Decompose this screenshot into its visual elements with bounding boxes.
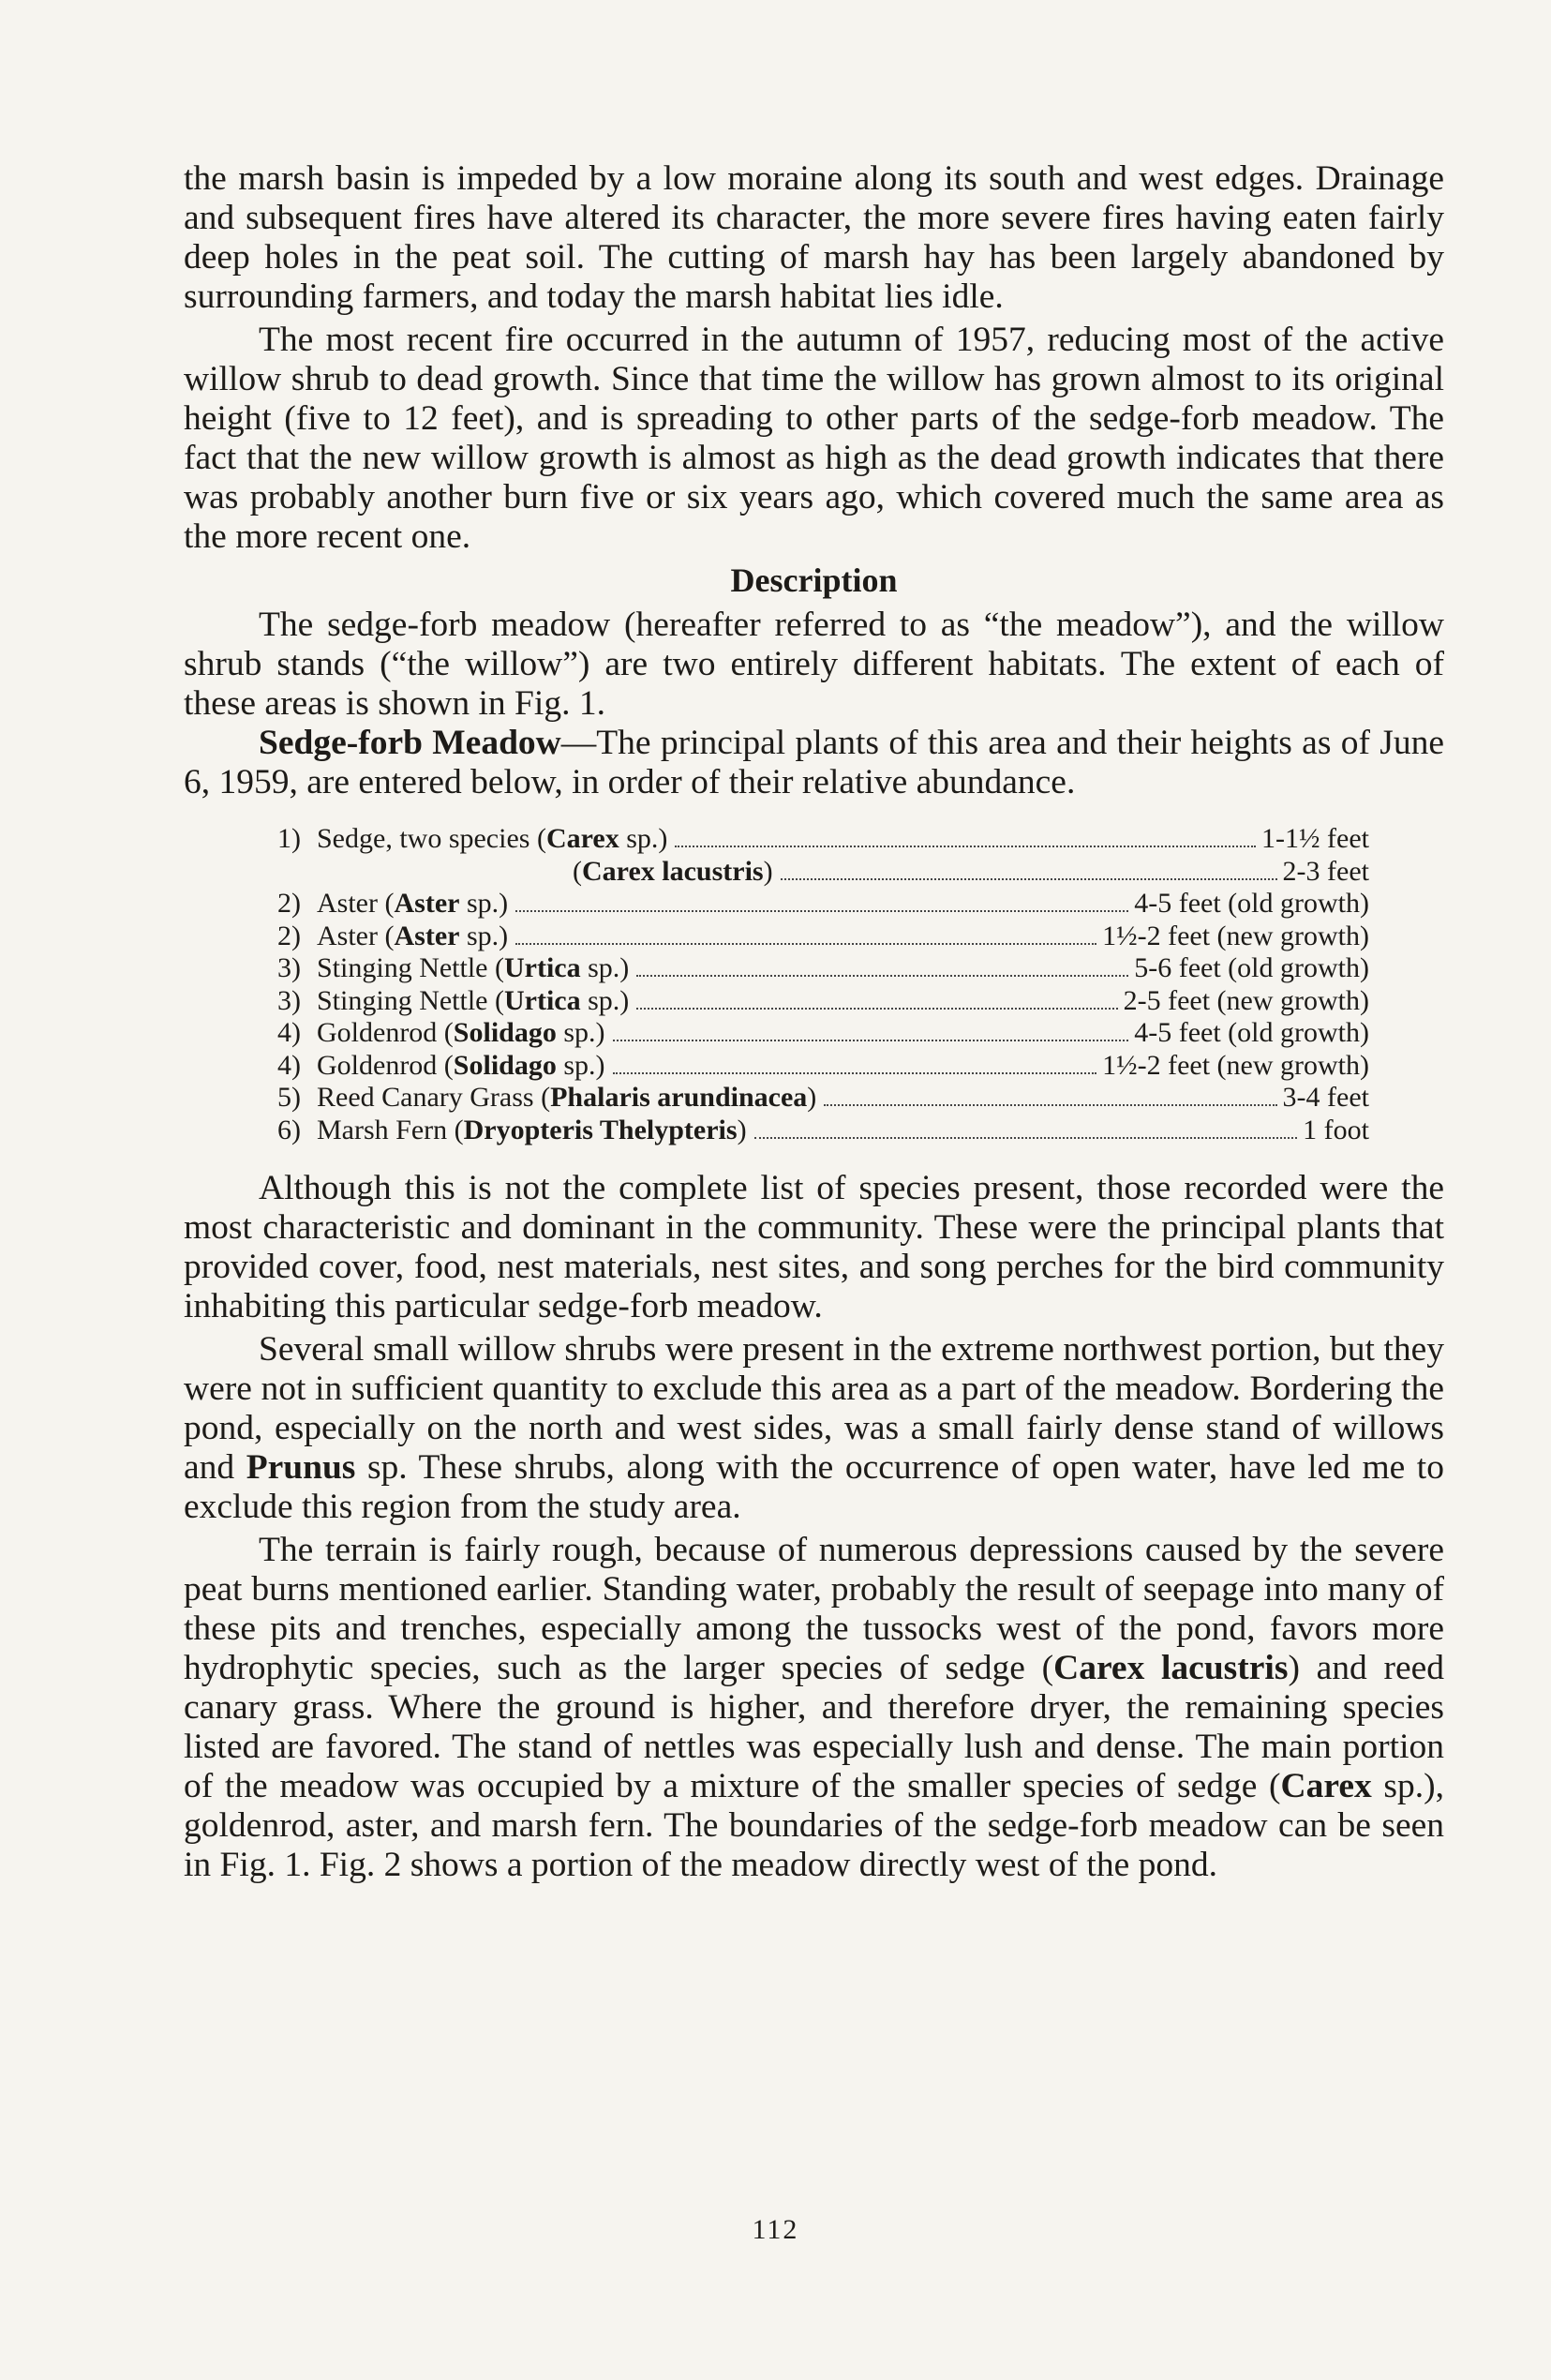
species-height: 1 foot [1303, 1114, 1369, 1145]
paragraph-description: The sedge-forb meadow (hereafter referred to as “the meadow”), and the willow shrub stands (“the willow”) are two entirely different habitats. The extent of each of these areas is shown in Fig. 1. [184, 606, 1444, 723]
section-heading: Description [730, 561, 898, 599]
species-name: Reed Canary Grass (Phalaris arundinacea) [317, 1082, 817, 1113]
paragraph-marsh-basin: the marsh basin is impeded by a low moraine along its south and west edges. Drainage and subsequent fires have altered its character, the more severe fires having eaten fairly deep holes in the peat soil. The cutting of marsh hay has been largely abandoned by surrounding farmers, and today the marsh habitat lies idle. [184, 159, 1444, 316]
species-name: (Carex lacustris) [573, 855, 773, 887]
dot-leader [675, 846, 1256, 847]
item-number: 5) [277, 1082, 301, 1113]
species-height: 4-5 feet (old growth) [1134, 1017, 1369, 1048]
page-number: 112 [752, 2214, 799, 2245]
list-item [277, 888, 1369, 921]
paragraph-although: Although this is not the complete list of species present, those recorded were the most characteristic and dominant in the community. These were the principal plants that provided cover, food, nest materials, nest sites, and song perches for the bird community inhabiting this particular sedge-forb meadow. [184, 1169, 1444, 1325]
list-item [277, 921, 1369, 953]
list-item [277, 1115, 1369, 1147]
species-height: 1½-2 feet (new growth) [1102, 1049, 1369, 1081]
list-item [277, 1050, 1369, 1083]
species-name: Aster (Aster sp.) [317, 888, 509, 919]
species-name: Marsh Fern (Dryopteris Thelypteris) [317, 1114, 747, 1145]
species-height: 2-5 feet (new growth) [1123, 984, 1369, 1016]
species-height: 1½-2 feet (new growth) [1102, 920, 1369, 951]
item-number: 6) [277, 1114, 301, 1145]
dot-leader [636, 1008, 1117, 1010]
species-height: 5-6 feet (old growth) [1134, 952, 1369, 983]
dot-leader [754, 1137, 1298, 1139]
item-number: 2) [277, 888, 301, 919]
dot-leader [824, 1104, 1276, 1106]
dot-leader [781, 878, 1277, 880]
dot-leader [515, 943, 1096, 945]
paragraph-recent-fire: The most recent fire occurred in the autumn of 1957, reducing most of the active willow shrub to dead growth. Since that time the willow has grown almost to its original height (five to 12 feet), and is spreading to other parts of the sedge-forb meadow. The fact that the new willow growth is almost as high as the dead growth indicates that there was probably another burn five or six years ago, which covered much the same area as the more recent one. [184, 321, 1444, 556]
sedge-forb-text: —The principal plants of this area and their heights as of June 6, 1959, are entered below, in order of their relative abundance. [184, 724, 1445, 801]
dot-leader [613, 1040, 1129, 1041]
paragraph-terrain: The terrain is fairly rough, because of numerous depressions caused by the severe peat burns mentioned earlier. Standing water, probably the result of seepage into many of these pits and trenches, especially among the tussocks west of the pond, favors more hydrophytic species, such as the larger species of sedge (Carex lacustris) and reed canary grass. Where the ground is higher, and therefore dryer, the remaining species listed are favored. The stand of nettles was especially lush and dense. The main portion of the meadow was occupied by a mixture of the smaller species of sedge (Carex sp.), goldenrod, aster, and marsh fern. The boundaries of the sedge-forb meadow can be seen in Fig. 1. Fig. 2 shows a portion of the meadow directly west of the pond. [184, 1531, 1444, 1884]
species-height: 1-1½ feet [1261, 823, 1369, 854]
species-name: Sedge, two species (Carex sp.) [317, 823, 668, 854]
species-height: 4-5 feet (old growth) [1134, 888, 1369, 919]
item-number: 4) [277, 1017, 301, 1048]
species-list [277, 823, 1369, 1146]
list-item [277, 856, 1369, 889]
dot-leader [515, 910, 1128, 912]
item-number: 4) [277, 1049, 301, 1081]
species-name: Stinging Nettle (Urtica sp.) [317, 984, 630, 1016]
list-item [277, 1082, 1369, 1115]
paragraph-several: Several small willow shrubs were present in the extreme northwest portion, but they were not in sufficient quantity to exclude this area as a part of the meadow. Bordering the pond, especially on the north and west sides, was a small fairly dense stand of willows and Prunus sp. These shrubs, along with the occurrence of open water, have led me to exclude this region from the study area. [184, 1330, 1444, 1526]
paragraph-sedge-forb [184, 724, 1444, 802]
species-name: Aster (Aster sp.) [317, 920, 509, 951]
list-item [277, 952, 1369, 985]
item-number: 3) [277, 952, 301, 983]
species-name: Goldenrod (Solidago sp.) [317, 1049, 605, 1081]
species-height: 3-4 feet [1282, 1082, 1369, 1113]
item-number: 2) [277, 920, 301, 951]
run-in-heading: Sedge-forb Meadow [259, 724, 561, 762]
species-height: 2-3 feet [1282, 855, 1369, 887]
dot-leader [636, 975, 1128, 977]
species-name: Goldenrod (Solidago sp.) [317, 1017, 605, 1048]
list-item [277, 1017, 1369, 1050]
item-number: 3) [277, 984, 301, 1016]
page-body [184, 159, 1444, 1885]
dot-leader [613, 1072, 1097, 1074]
species-name: Stinging Nettle (Urtica sp.) [317, 952, 630, 983]
list-item [277, 823, 1369, 856]
item-number: 1) [277, 823, 301, 854]
list-item [277, 985, 1369, 1018]
